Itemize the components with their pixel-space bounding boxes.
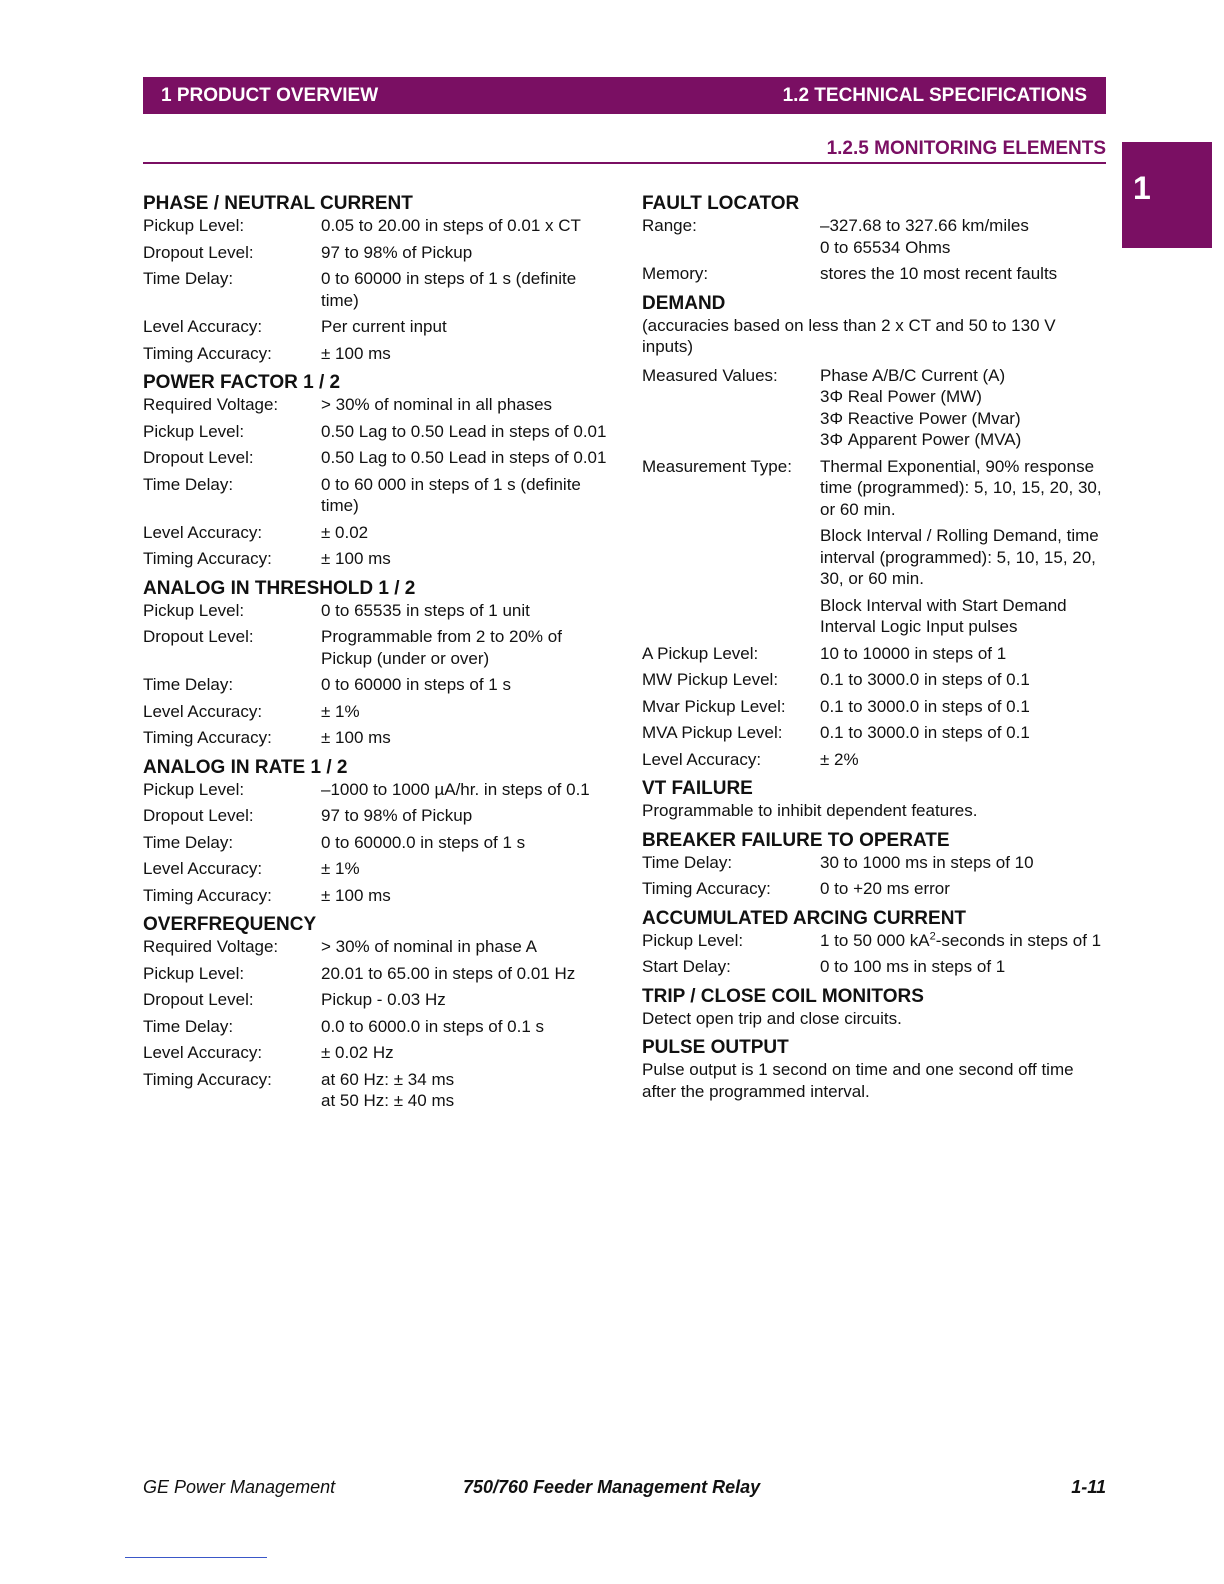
spec-block-title: PULSE OUTPUT (642, 1037, 789, 1058)
spec-value (321, 701, 613, 723)
spec-row (143, 1042, 613, 1064)
spec-label: Dropout Level: (143, 448, 254, 467)
spec-value-line: 3Φ Apparent Power (MVA) (820, 430, 1022, 449)
spec-block (642, 192, 1108, 285)
spec-value-line: –1000 to 1000 µA/hr. in steps of 0.1 (321, 779, 590, 799)
spec-label: Start Delay: (642, 957, 731, 976)
spec-block-title: TRIP / CLOSE COIL MONITORS (642, 985, 924, 1007)
spec-label: A Pickup Level: (642, 643, 759, 663)
spec-block-title: FAULT LOCATOR (642, 193, 800, 214)
spec-description: (accuracies based on less than 2 x CT and 50 to 130 V inputs) (642, 315, 1056, 356)
spec-value (820, 643, 1108, 665)
spec-value-line: 3Φ Reactive Power (Mvar) (820, 408, 1021, 428)
spec-value-line: 0.0 to 6000.0 in steps of 0.1 s (321, 1016, 545, 1036)
spec-row (143, 600, 613, 622)
spec-label: Pickup Level: (143, 600, 245, 620)
spec-value (321, 858, 613, 880)
spec-value-line: 0 to 60000 in steps of 1 s (definite time) (321, 269, 577, 310)
spec-label: Time Delay: (143, 675, 234, 694)
spec-row (143, 215, 613, 237)
spec-value (321, 394, 613, 416)
spec-block-title: ANALOG IN RATE 1 / 2 (143, 756, 348, 778)
spec-row (143, 548, 613, 570)
spec-row (143, 936, 613, 958)
spec-description: Detect open trip and close circuits. (642, 1008, 902, 1028)
spec-label: Time Delay: (143, 269, 234, 288)
spec-description: Programmable to inhibit dependent features. (642, 801, 978, 820)
spec-block (143, 192, 613, 364)
spec-value-line: 20.01 to 65.00 in steps of 0.01 Hz (321, 963, 576, 983)
spec-value (820, 930, 1108, 952)
spec-row (143, 805, 613, 827)
spec-label: Time Delay: (143, 474, 234, 494)
spec-row (642, 930, 1108, 952)
spec-label: Level Accuracy: (143, 317, 263, 336)
spec-value-line: ± 100 ms (321, 885, 391, 905)
spec-label: Time Delay: (143, 832, 234, 852)
spec-value-line: 0 to 100 ms in steps of 1 (820, 957, 1006, 976)
spec-value-line: 0.1 to 3000.0 in steps of 0.1 (820, 670, 1030, 689)
spec-value (321, 421, 613, 443)
spec-label: Dropout Level: (143, 990, 254, 1009)
spec-value-line: 3Φ Real Power (MW) (820, 387, 982, 406)
spec-label: Measurement Type: (642, 456, 792, 476)
spec-row (642, 878, 1108, 900)
spec-label: Required Voltage: (143, 395, 279, 414)
spec-row (143, 316, 613, 338)
spec-label: Pickup Level: (642, 930, 744, 950)
spec-block (143, 756, 613, 907)
spec-superscript: 2 (929, 929, 936, 942)
spec-value-line: 0.50 Lag to 0.50 Lead in steps of 0.01 (321, 448, 607, 467)
spec-row (143, 343, 613, 365)
spec-value (321, 626, 613, 669)
spec-label: Time Delay: (642, 852, 733, 872)
spec-label: Level Accuracy: (143, 701, 263, 721)
spec-block-title: PHASE / NEUTRAL CURRENT (143, 193, 413, 214)
spec-block (143, 913, 613, 1112)
spec-row (143, 447, 613, 469)
spec-value-line: ± 100 ms (321, 549, 391, 568)
spec-value (321, 936, 613, 958)
spec-value-line: 0 to +20 ms error (820, 879, 950, 898)
footer-company: GE Power Management (143, 1477, 336, 1497)
spec-label: Dropout Level: (143, 806, 254, 825)
spec-row (143, 963, 613, 985)
spec-value-line: –327.68 to 327.66 km/miles (820, 216, 1029, 235)
spec-row (642, 956, 1108, 978)
spec-value-line: ± 100 ms (321, 343, 391, 363)
spec-value (321, 548, 613, 570)
spec-value (820, 696, 1108, 718)
spec-block (642, 292, 1108, 771)
spec-value-line: 0 to 60000.0 in steps of 1 s (321, 832, 526, 852)
spec-value-line: at 60 Hz: ± 34 ms (321, 1069, 455, 1089)
spec-value (321, 805, 613, 827)
spec-row (143, 242, 613, 264)
spec-row (143, 626, 613, 669)
spec-value (321, 522, 613, 544)
spec-row (642, 525, 1108, 590)
spec-label: Dropout Level: (143, 627, 254, 646)
subsection-title: 1.2.5 MONITORING ELEMENTS (826, 138, 1106, 159)
spec-value-line: > 30% of nominal in phase A (321, 937, 537, 956)
spec-label: Timing Accuracy: (143, 728, 272, 747)
spec-label: Measured Values: (642, 365, 778, 385)
spec-label: Timing Accuracy: (143, 343, 272, 363)
spec-value (321, 474, 613, 517)
spec-value (820, 456, 1108, 521)
spec-value (321, 674, 613, 696)
spec-value-line: 0 to 60 000 in steps of 1 s (definite time) (321, 474, 581, 515)
section-divider (143, 162, 1106, 164)
spec-value (321, 727, 613, 749)
spec-label: Pickup Level: (143, 779, 245, 799)
spec-value-line: stores the 10 most recent faults (820, 264, 1058, 283)
spec-value-line: 10 to 10000 in steps of 1 (820, 643, 1007, 663)
spec-label: Level Accuracy: (143, 522, 263, 542)
spec-value (820, 215, 1108, 258)
spec-value (321, 343, 613, 365)
spec-value (321, 268, 613, 311)
spec-row (642, 669, 1108, 691)
spec-label (642, 525, 820, 590)
spec-value (321, 316, 613, 338)
spec-value-line: Block Interval / Rolling Demand, time interval (programmed): 5, 10, 15, 20, 30, or 60 min. (820, 526, 1099, 588)
spec-value-line: ± 100 ms (321, 728, 391, 747)
spec-block (143, 371, 613, 570)
spec-value (820, 595, 1108, 638)
spec-value-line: Phase A/B/C Current (A) (820, 365, 1006, 385)
spec-block (642, 985, 1108, 1030)
left-column (143, 192, 613, 1119)
spec-value-line: > 30% of nominal in all phases (321, 395, 553, 414)
spec-row (143, 1069, 613, 1112)
spec-row (642, 852, 1108, 874)
spec-row (143, 727, 613, 749)
spec-label (642, 595, 820, 638)
spec-value-line: Programmable from 2 to 20% of Pickup (under or over) (321, 627, 562, 668)
spec-label: Time Delay: (143, 1016, 234, 1036)
spec-row (143, 701, 613, 723)
spec-row (143, 1016, 613, 1038)
spec-value (321, 242, 613, 264)
spec-block (642, 1036, 1108, 1102)
spec-row (642, 595, 1108, 638)
spec-value-line: Thermal Exponential, 90% response time (programmed): 5, 10, 15, 20, 30, or 60 min. (820, 456, 1102, 519)
spec-row (143, 394, 613, 416)
spec-value-line: 0.1 to 3000.0 in steps of 0.1 (820, 696, 1030, 716)
spec-value (321, 1042, 613, 1064)
spec-label: MW Pickup Level: (642, 670, 779, 689)
right-column (642, 192, 1108, 1109)
spec-block (642, 907, 1108, 978)
spec-label: Pickup Level: (143, 216, 245, 235)
spec-label: Level Accuracy: (143, 1043, 263, 1062)
spec-row (642, 215, 1108, 258)
spec-label: Range: (642, 216, 697, 235)
spec-block (642, 777, 1108, 822)
spec-block-title: BREAKER FAILURE TO OPERATE (642, 829, 950, 851)
spec-value (321, 447, 613, 469)
spec-value-line: 0.05 to 20.00 in steps of 0.01 x CT (321, 216, 581, 235)
spec-value-text: -seconds in steps of 1 (935, 930, 1102, 950)
spec-value (321, 832, 613, 854)
spec-value-line: 0 to 65534 Ohms (820, 237, 951, 257)
spec-block-title: DEMAND (642, 292, 726, 314)
spec-value-line: Pickup - 0.03 Hz (321, 990, 446, 1009)
spec-value (321, 215, 613, 237)
spec-label: Timing Accuracy: (642, 879, 771, 898)
spec-value-line: 97 to 98% of Pickup (321, 806, 473, 825)
chapter-tab (1122, 142, 1212, 248)
page-header-bar (143, 77, 1106, 114)
spec-row (143, 421, 613, 443)
spec-value (820, 749, 1108, 771)
spec-value-line: 0.1 to 3000.0 in steps of 0.1 (820, 723, 1030, 742)
spec-row (642, 643, 1108, 665)
spec-value (820, 365, 1108, 451)
spec-value-line: ± 1% (321, 859, 360, 878)
spec-value-line: ± 0.02 Hz (321, 1043, 394, 1062)
spec-value-line: ± 1% (321, 701, 360, 721)
spec-value (820, 722, 1108, 744)
spec-value-line: 0 to 60000 in steps of 1 s (321, 675, 511, 694)
spec-label: Pickup Level: (143, 421, 245, 441)
footer-link-underline (125, 1557, 267, 1558)
spec-value-line: 97 to 98% of Pickup (321, 242, 473, 262)
spec-row (642, 263, 1108, 285)
spec-label: Level Accuracy: (143, 859, 263, 878)
spec-value (321, 885, 613, 907)
spec-block-title: ANALOG IN THRESHOLD 1 / 2 (143, 577, 416, 599)
spec-value (321, 600, 613, 622)
section-heading: 1.2 TECHNICAL SPECIFICATIONS (782, 85, 1087, 106)
spec-value (820, 263, 1108, 285)
spec-value-line: Block Interval with Start Demand Interval Logic Input pulses (820, 595, 1067, 636)
spec-value (321, 779, 613, 801)
spec-row (143, 674, 613, 696)
spec-label: Dropout Level: (143, 242, 254, 262)
spec-row (642, 722, 1108, 744)
spec-value (321, 1016, 613, 1038)
spec-row (143, 989, 613, 1011)
spec-label: Required Voltage: (143, 937, 279, 956)
spec-value-line: at 50 Hz: ± 40 ms (321, 1091, 455, 1110)
spec-label: Mvar Pickup Level: (642, 696, 786, 716)
spec-value-line: ± 0.02 (321, 522, 369, 542)
spec-row (143, 858, 613, 880)
spec-row (143, 268, 613, 311)
spec-label: Timing Accuracy: (143, 549, 272, 568)
spec-value (820, 878, 1108, 900)
spec-value-line: 0.50 Lag to 0.50 Lead in steps of 0.01 (321, 421, 607, 441)
spec-row (642, 365, 1108, 451)
spec-value (820, 956, 1108, 978)
spec-row (642, 696, 1108, 718)
spec-row (143, 885, 613, 907)
spec-block-title: VT FAILURE (642, 778, 753, 799)
spec-row (143, 474, 613, 517)
spec-value-line: 30 to 1000 ms in steps of 10 (820, 852, 1034, 872)
spec-label: Memory: (642, 264, 709, 283)
spec-row (642, 749, 1108, 771)
spec-value-text: 1 to 50 000 kA (820, 930, 930, 950)
spec-block-title: ACCUMULATED ARCING CURRENT (642, 907, 967, 929)
footer-product: 750/760 Feeder Management Relay (463, 1477, 761, 1497)
spec-label: Level Accuracy: (642, 749, 762, 769)
spec-value (321, 963, 613, 985)
spec-block (143, 577, 613, 749)
spec-block-title: POWER FACTOR 1 / 2 (143, 372, 341, 393)
spec-label: Timing Accuracy: (143, 1069, 272, 1089)
spec-label: Pickup Level: (143, 963, 245, 983)
spec-value-line: 0 to 65535 in steps of 1 unit (321, 600, 530, 620)
chapter-tab-number: 1 (1133, 170, 1151, 206)
spec-block-title: OVERFREQUENCY (143, 914, 317, 935)
spec-value-line: ± 2% (820, 749, 859, 769)
spec-value (321, 989, 613, 1011)
spec-description: Pulse output is 1 second on time and one second off time after the programmed interval. (642, 1060, 1074, 1101)
spec-row (642, 456, 1108, 521)
spec-label: MVA Pickup Level: (642, 723, 783, 742)
spec-value (820, 852, 1108, 874)
footer-page-number: 1-11 (1071, 1477, 1106, 1497)
chapter-heading: 1 PRODUCT OVERVIEW (161, 85, 379, 106)
spec-row (143, 832, 613, 854)
spec-value (820, 525, 1108, 590)
spec-block (642, 829, 1108, 900)
spec-value (820, 669, 1108, 691)
spec-value-line: Per current input (321, 317, 447, 336)
spec-value (321, 1069, 613, 1112)
spec-label: Timing Accuracy: (143, 885, 272, 905)
spec-row (143, 779, 613, 801)
spec-row (143, 522, 613, 544)
